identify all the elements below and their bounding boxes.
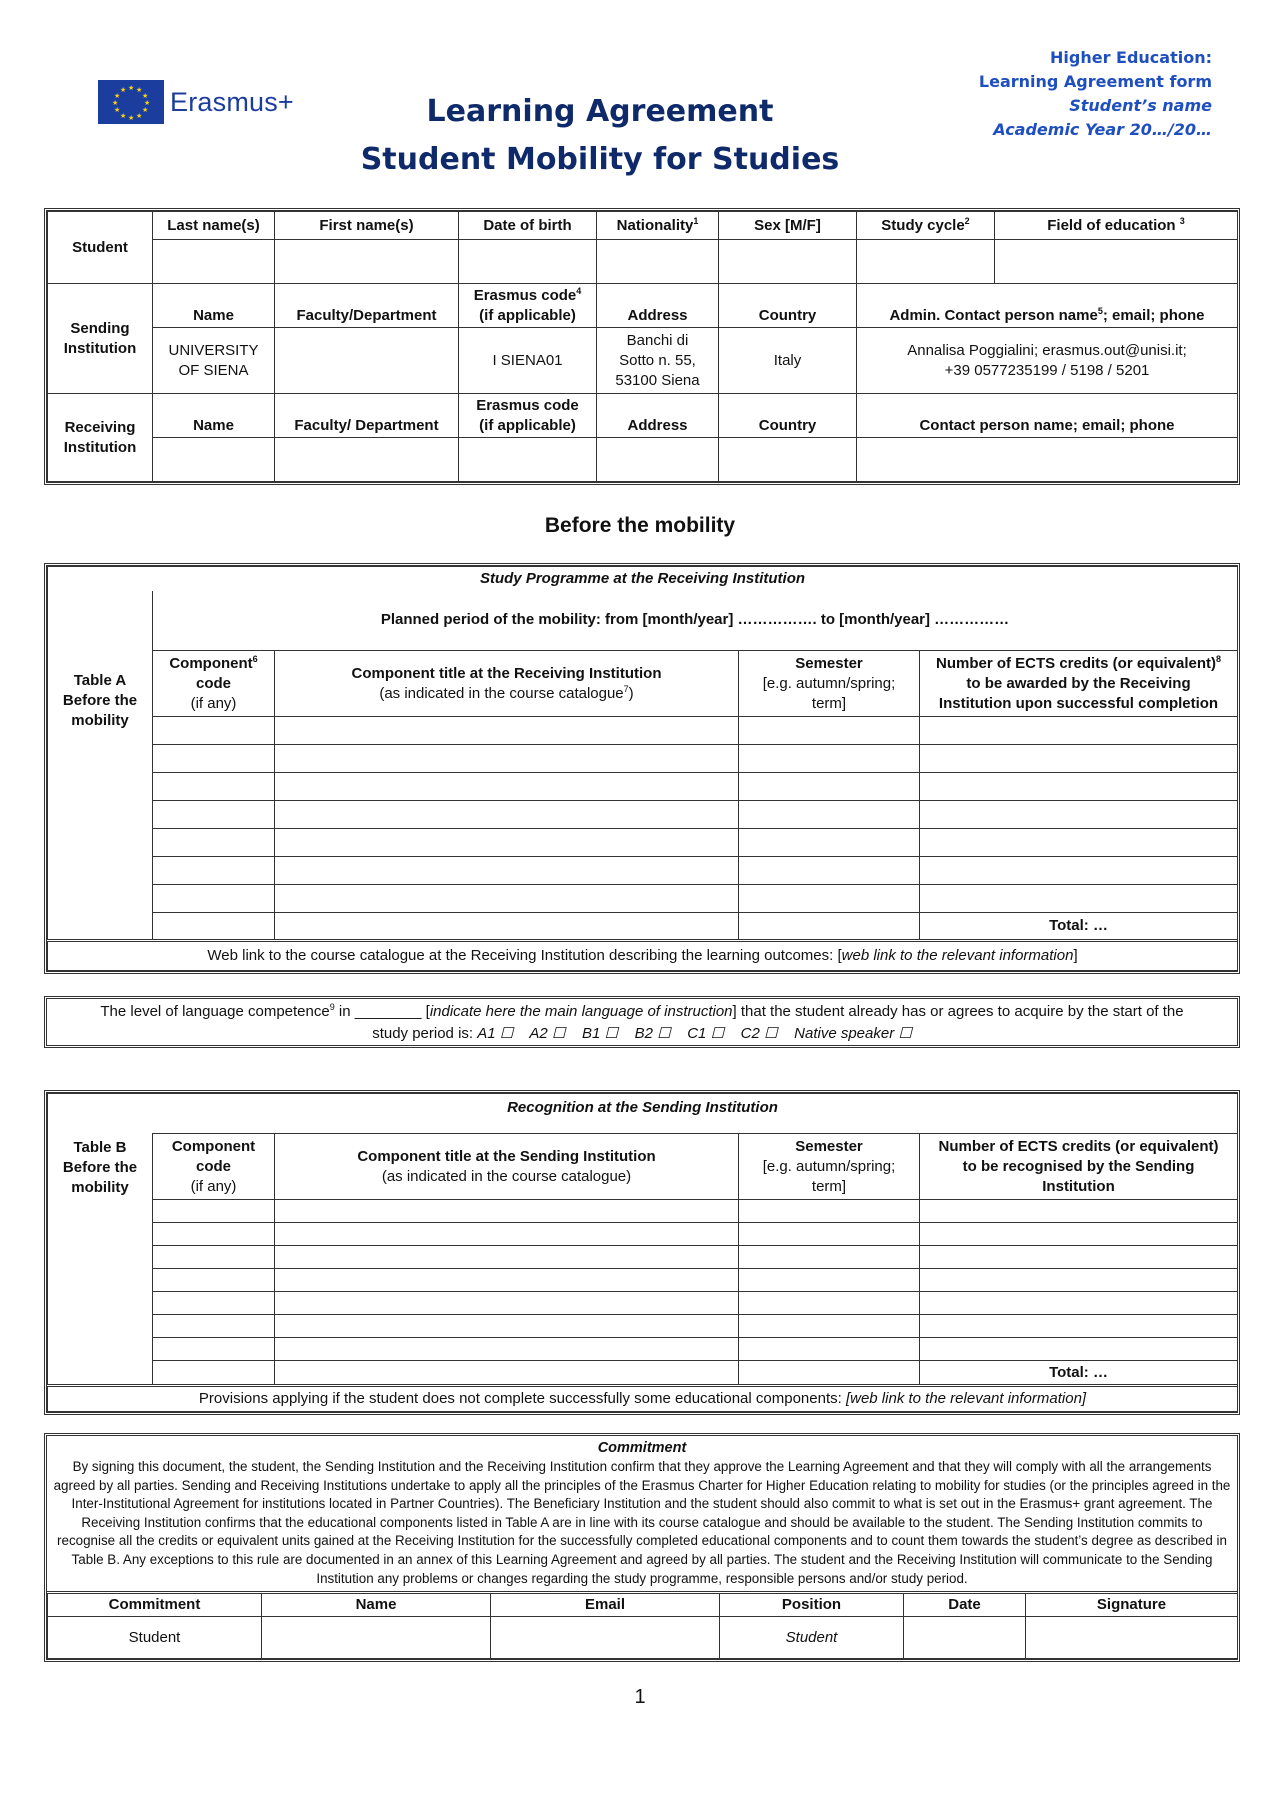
receiving-country-field[interactable] (719, 438, 857, 482)
section-title: Before the mobility (544, 514, 736, 537)
student-signature-field[interactable] (1026, 1617, 1238, 1659)
table-b-caption: Recognition at the Sending Institution (48, 1094, 1238, 1134)
table-b-col-semester: Semester [e.g. autumn/spring; term] (739, 1134, 920, 1200)
sending-col-erasmus-code: Erasmus code$^4$ (if applicable) (459, 284, 597, 328)
table-row (48, 1246, 1238, 1269)
sending-erasmus-code-value[interactable]: I SIENA01 (459, 328, 597, 394)
corner-line-1: Higher Education: (1050, 48, 1212, 67)
field-of-education-field[interactable] (995, 240, 1238, 284)
student-name-field[interactable] (262, 1617, 491, 1659)
sending-col-faculty: Faculty/Department (275, 284, 459, 328)
page-subtitle: Student Mobility for Studies (360, 142, 840, 177)
sig-col-date: Date (904, 1593, 1026, 1617)
sending-country-value[interactable]: Italy (719, 328, 857, 394)
date-of-birth-field[interactable] (459, 240, 597, 284)
table-row (48, 1223, 1238, 1246)
receiving-col-contact: Contact person name; email; phone (857, 394, 1238, 438)
table-row (48, 717, 1238, 745)
table-row (48, 801, 1238, 829)
sending-faculty-value[interactable] (275, 328, 459, 394)
table-a-total: Total: … (920, 913, 1238, 941)
receiving-col-erasmus-code: Erasmus code (if applicable) (459, 394, 597, 438)
language-level-checkboxes[interactable]: A1 ☐ A2 ☐ B1 ☐ B2 ☐ C1 ☐ C2 ☐ Native speaker ☐ (477, 1025, 912, 1042)
col-nationality: Nationality$^1$ (597, 212, 719, 240)
provisions-weblink: Provisions applying if the student does not complete successfully some educational components: [web link to the relevant information] (48, 1386, 1238, 1412)
sending-address-value[interactable]: Banchi di Sotto n. 55, 53100 Siena (597, 328, 719, 394)
table-b-grid (47, 1093, 1238, 1412)
table-a-col-ects: Number of ECTS credits (or equivalent)$^8$ to be awarded by the Receiving Institution upon successful completion (920, 651, 1238, 717)
sig-row-commitment: Student (48, 1617, 262, 1659)
table-a (44, 563, 1240, 974)
logo-text: Erasmus+ (170, 86, 294, 117)
sending-col-address: Address (597, 284, 719, 328)
sending-col-name: Name (153, 284, 275, 328)
col-field-of-education: Field of education $^3$ (995, 212, 1238, 240)
study-cycle-field[interactable] (857, 240, 995, 284)
table-row (48, 1338, 1238, 1361)
receiving-contact-field[interactable] (857, 438, 1238, 482)
sig-col-commitment: Commitment (48, 1593, 262, 1617)
table-row (48, 857, 1238, 885)
table-row (48, 829, 1238, 857)
table-b-total: Total: … (920, 1361, 1238, 1386)
col-study-cycle: Study cycle$^2$ (857, 212, 995, 240)
participants-table (44, 208, 1240, 485)
table-a-col-semester: Semester [e.g. autumn/spring; term] (739, 651, 920, 717)
table-row (48, 1292, 1238, 1315)
table-b (44, 1090, 1240, 1415)
receiving-col-address: Address (597, 394, 719, 438)
receiving-col-country: Country (719, 394, 857, 438)
commitment-signature-table (47, 1591, 1238, 1659)
table-a-col-code: Component$^6$ code (if any) (153, 651, 275, 717)
sig-row-position: Student (720, 1617, 904, 1659)
table-b-label: Table B Before the mobility (48, 1134, 153, 1386)
sending-name-value[interactable]: UNIVERSITY OF SIENA (153, 328, 275, 394)
form-header (979, 46, 1212, 142)
table-b-col-title: Component title at the Sending Institution (as indicated in the course catalogue) (275, 1134, 739, 1200)
col-date-of-birth: Date of birth (459, 212, 597, 240)
page-title: Learning Agreement (426, 94, 774, 129)
eu-flag-icon: ★ ★ ★ ★ ★ ★ ★ ★ ★ ★ ★ ★ (98, 80, 164, 124)
table-row (48, 745, 1238, 773)
table-row (48, 1315, 1238, 1338)
receiving-erasmus-code-field[interactable] (459, 438, 597, 482)
sig-col-position: Position (720, 1593, 904, 1617)
table-a-caption: Study Programme at the Receiving Institution (48, 567, 1238, 591)
sig-col-signature: Signature (1026, 1593, 1238, 1617)
table-a-label: Table A Before the mobility (48, 651, 153, 941)
last-name-field[interactable] (153, 240, 275, 284)
col-sex: Sex [M/F] (719, 212, 857, 240)
col-first-name: First name(s) (275, 212, 459, 240)
table-b-col-code: Component code (if any) (153, 1134, 275, 1200)
nationality-field[interactable] (597, 240, 719, 284)
page-number: 1 (634, 1686, 646, 1708)
table-row (48, 773, 1238, 801)
student-email-field[interactable] (491, 1617, 720, 1659)
sex-field[interactable] (719, 240, 857, 284)
col-last-name: Last name(s) (153, 212, 275, 240)
table-row (48, 1200, 1238, 1223)
table-b-col-ects: Number of ECTS credits (or equivalent) to be recognised by the Sending Institution (920, 1134, 1238, 1200)
course-catalogue-weblink: Web link to the course catalogue at the Receiving Institution describing the learning outcomes: [web link to the relevant information] (48, 941, 1238, 971)
table-a-col-title: Component title at the Receiving Institution (as indicated in the course catalogue$^7$) (275, 651, 739, 717)
table-row (48, 885, 1238, 913)
commitment-section (44, 1433, 1240, 1662)
sending-col-contact: Admin. Contact person name$^5$; email; phone (857, 284, 1238, 328)
commitment-text: By signing this document, the student, the Sending Institution and the Receiving Institution confirm that they approve the Learning Agreement and that they will comply with all the arrangements agreed by all parties. Sending and Receiving Institutions undertake to apply all the principles of the Erasmus Charter for Higher Education relating to mobility for studies (or the principles agreed in the Inter-Institutional Agreement for institutions located in Partner Countries). The Beneficiary Institution and the student should also commit to what is set out in the Erasmus+ grant agreement. The Receiving Institution confirms that the educational components listed in Table A are in line with its course catalogue and should be available to the student. The Sending Institution commits to recognise all the credits or equivalent units gained at the Receiving Institution for the successfully completed educational components and to count them towards the student’s degree as described in Table B. Any exceptions to this rule are documented in an annex of this Learning Agreement and agreed by all parties. The student and the Receiving Institution will communicate to the Sending Institution any problems or changes regarding the study programme, responsible persons and/or study period. (53, 1459, 1231, 1586)
corner-line-3: Student’s name (1069, 96, 1212, 115)
erasmus-logo (98, 80, 294, 124)
sending-contact-value[interactable]: Annalisa Poggialini; erasmus.out@unisi.it; +39 0577235199 / 5198 / 5201 (857, 328, 1238, 394)
first-name-field[interactable] (275, 240, 459, 284)
table-a-grid (47, 566, 1238, 971)
sending-institution-label: Sending Institution (48, 284, 153, 394)
table-row (48, 1269, 1238, 1292)
language-competence: The level of language competence$^9$ in ________ [indicate here the main language of instruction] that the student already has or agrees to acquire by the start of the study period is: A1 ☐ A2 ☐ B1 ☐ B2 ☐ C1 ☐ C2 ☐ Native speaker ☐ (44, 996, 1240, 1048)
sending-col-country: Country (719, 284, 857, 328)
sig-col-name: Name (262, 1593, 491, 1617)
receiving-col-faculty: Faculty/ Department (275, 394, 459, 438)
receiving-faculty-field[interactable] (275, 438, 459, 482)
corner-line-2: Learning Agreement form (978, 72, 1212, 91)
planned-period: Planned period of the mobility: from [month/year] ……………. to [month/year] …………… (153, 591, 1238, 651)
student-date-field[interactable] (904, 1617, 1026, 1659)
participants-grid (47, 211, 1238, 482)
receiving-col-name: Name (153, 394, 275, 438)
student-label: Student (48, 212, 153, 284)
sig-col-email: Email (491, 1593, 720, 1617)
receiving-address-field[interactable] (597, 438, 719, 482)
commitment-title: Commitment (597, 1440, 687, 1456)
receiving-name-field[interactable] (153, 438, 275, 482)
corner-line-4: Academic Year 20…/20… (993, 120, 1212, 139)
receiving-institution-label: Receiving Institution (48, 394, 153, 482)
